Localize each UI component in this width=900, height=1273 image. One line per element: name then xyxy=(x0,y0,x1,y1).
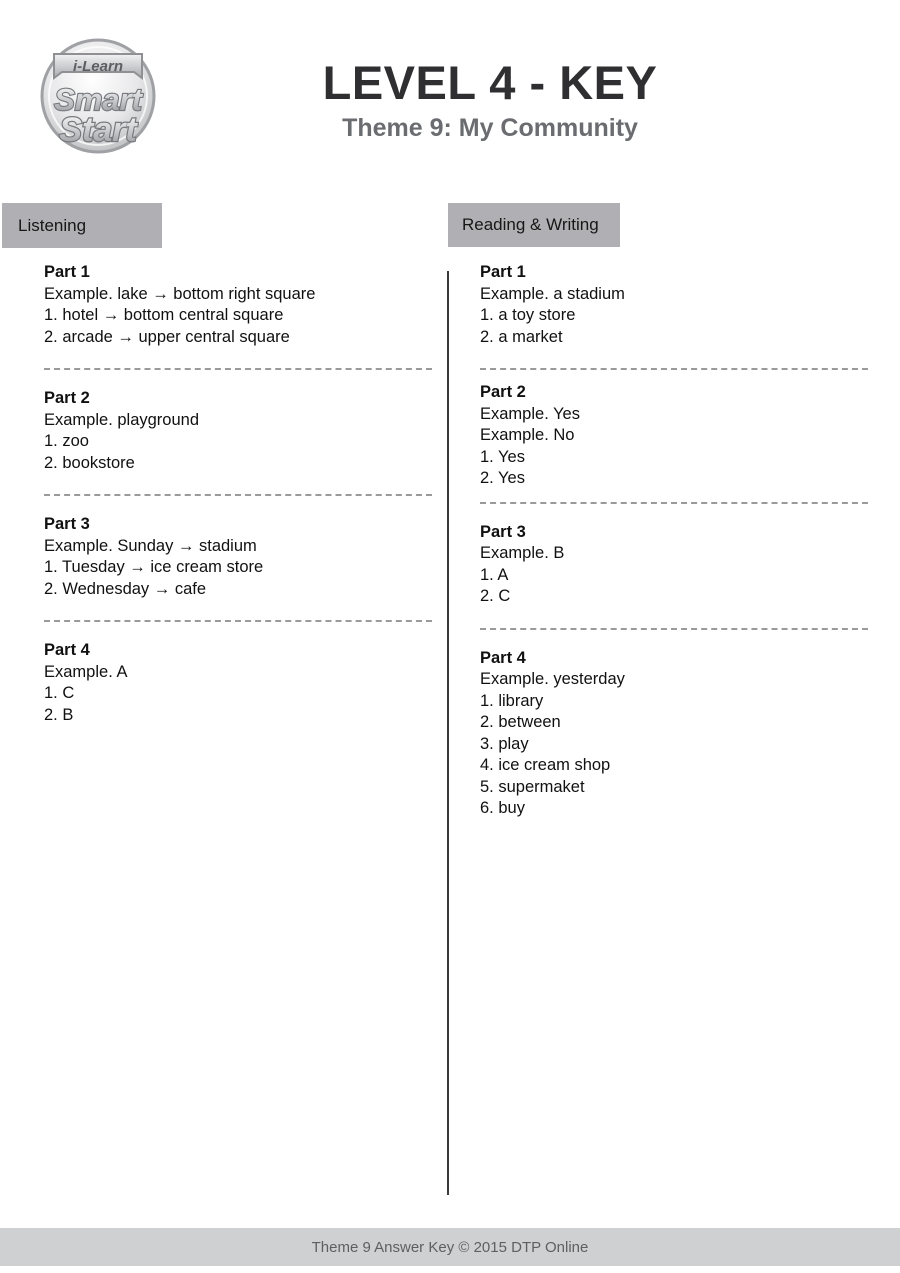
answer-line: Example. lake → bottom right square xyxy=(44,284,316,303)
reading-part-4 xyxy=(480,648,880,820)
section-header-listening xyxy=(2,203,162,248)
answer-line: 1. zoo xyxy=(44,432,89,450)
svg-text:i-Learn: i-Learn xyxy=(72,58,124,75)
listening-part-2 xyxy=(44,388,444,474)
answer-line: Example. No xyxy=(480,426,575,444)
part-title: Part 1 xyxy=(480,263,526,281)
spacer xyxy=(44,348,444,368)
answer-line: 1. C xyxy=(44,684,75,702)
reading-writing-answers-column xyxy=(480,262,880,820)
listening-part-3 xyxy=(44,514,444,600)
spacer xyxy=(44,496,444,514)
spacer xyxy=(480,370,880,382)
section-header-reading-writing xyxy=(448,203,620,247)
answer-line: Example. B xyxy=(480,544,565,562)
answer-line: Example. a stadium xyxy=(480,284,625,303)
logo-icon xyxy=(30,28,170,160)
answer-line: Example. Sunday → stadium xyxy=(44,536,257,555)
answer-line: 4. ice cream shop xyxy=(480,756,611,774)
answer-line: 2. between xyxy=(480,713,561,731)
reading-part-1 xyxy=(480,262,880,348)
answer-line: 3. play xyxy=(480,734,529,753)
section-header-reading-writing-label: Reading & Writing xyxy=(462,215,599,234)
svg-text:Smart: Smart xyxy=(54,82,142,117)
answer-line: Example. yesterday xyxy=(480,670,625,688)
ilearn-smart-start-logo xyxy=(30,28,170,160)
reading-part-2 xyxy=(480,382,880,490)
spacer xyxy=(44,600,444,620)
spacer xyxy=(480,504,880,522)
reading-part-3 xyxy=(480,522,880,608)
spacer xyxy=(480,608,880,628)
answer-line: 2. bookstore xyxy=(44,453,135,472)
spacer xyxy=(44,474,444,494)
spacer xyxy=(480,348,880,368)
footer-copyright: Theme 9 Answer Key © 2015 DTP Online xyxy=(311,1238,589,1256)
page-subtitle: Theme 9: My Community xyxy=(342,114,638,143)
svg-text:Start: Start xyxy=(59,111,137,149)
answer-line: 1. Yes xyxy=(480,447,525,466)
part-title: Part 3 xyxy=(480,522,526,541)
page-header xyxy=(0,0,900,180)
answer-line: 2. arcade → upper central square xyxy=(44,327,290,346)
spacer xyxy=(480,490,880,502)
answer-line: 6. buy xyxy=(480,799,525,817)
answer-line: Example. A xyxy=(44,662,128,681)
answer-line: Example. Yes xyxy=(480,404,580,423)
page-title: LEVEL 4 - KEY xyxy=(322,56,658,109)
answer-line: 1. A xyxy=(480,565,509,584)
part-title: Part 2 xyxy=(44,389,90,407)
answer-line: 2. Yes xyxy=(480,469,525,487)
answer-line: Example. playground xyxy=(44,410,200,429)
part-title: Part 4 xyxy=(480,648,526,667)
answer-line: 1. hotel → bottom central square xyxy=(44,306,284,324)
section-header-listening-label: Listening xyxy=(18,215,87,235)
part-title: Part 4 xyxy=(44,641,90,659)
spacer xyxy=(480,630,880,648)
answer-line: 2. Wednesday → cafe xyxy=(44,579,207,598)
answer-line: 2. C xyxy=(480,587,511,605)
answer-line: 2. a market xyxy=(480,327,563,346)
answer-line: 1. a toy store xyxy=(480,306,576,324)
part-title: Part 1 xyxy=(44,263,90,281)
answer-line: 5. supermaket xyxy=(480,777,585,796)
part-title: Part 2 xyxy=(480,383,526,401)
spacer xyxy=(44,622,444,640)
listening-answers-column xyxy=(44,262,444,726)
part-title: Part 3 xyxy=(44,515,90,533)
title-block xyxy=(220,58,760,143)
answer-line: 1. library xyxy=(480,691,544,710)
answer-line: 2. B xyxy=(44,705,74,724)
listening-part-1 xyxy=(44,262,444,348)
page-footer xyxy=(0,1228,900,1266)
column-divider xyxy=(447,271,449,1195)
listening-part-4 xyxy=(44,640,444,726)
spacer xyxy=(44,370,444,388)
answer-line: 1. Tuesday → ice cream store xyxy=(44,558,264,576)
